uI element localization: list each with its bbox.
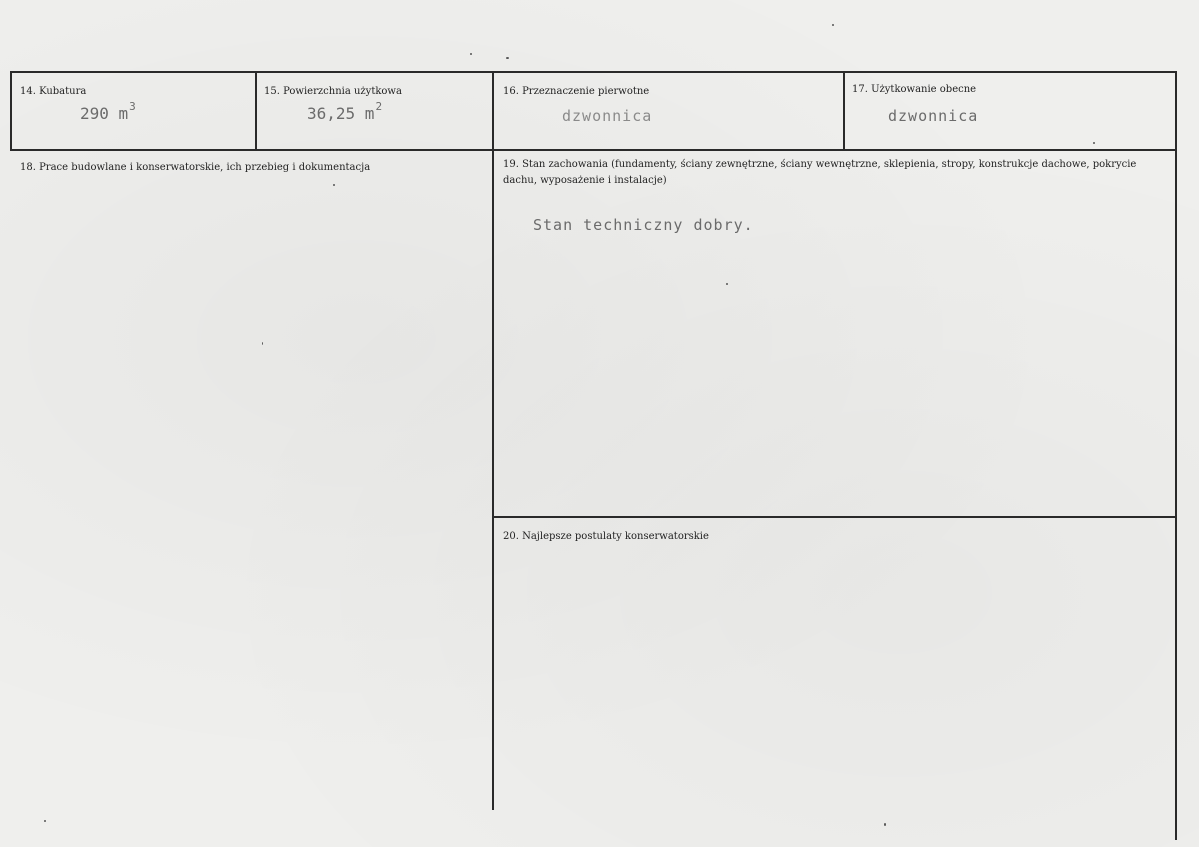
right-border (1175, 71, 1177, 840)
scan-speck (470, 53, 472, 55)
powierzchnia-value-text: 36,25 m (307, 104, 375, 123)
field-powierzchnia-value (307, 100, 383, 123)
field-stan-value: Stan techniczny dobry. (533, 216, 754, 234)
scan-speck (884, 823, 886, 826)
field-uzytkowanie-value: dzwonnica (888, 107, 979, 125)
column-divider-main (492, 71, 494, 810)
field-postulaty-label: 20. Najlepsze postulaty konserwatorskie (503, 531, 709, 542)
column-divider-16-17 (843, 71, 845, 149)
scan-speck (262, 342, 263, 345)
field-prace-label: 18. Prace budowlane i konserwatorskie, ich przebieg i dokumentacja (20, 162, 371, 173)
left-border (10, 71, 12, 149)
kubatura-value-text: 290 m (80, 104, 129, 123)
column-divider-14-15 (255, 71, 257, 149)
field-stan-label: 19. Stan zachowania (fundamenty, ściany zewnętrzne, ściany wewnętrzne, sklepienia, stropy, konstrukcje dachowe, pokrycie dachu, wyposażenie i instalacje) (503, 159, 1137, 186)
scan-speck (333, 184, 335, 186)
field-przeznaczenie-value: dzwonnica (562, 107, 653, 125)
section-divider-20 (493, 516, 1176, 518)
scan-speck (44, 820, 46, 822)
powierzchnia-unit-exponent: 2 (375, 100, 383, 113)
scan-speck (1093, 142, 1095, 144)
kubatura-unit-exponent: 3 (129, 100, 136, 113)
field-kubatura-value (80, 100, 136, 123)
field-kubatura-label: 14. Kubatura (20, 86, 87, 97)
scan-speck (506, 57, 509, 59)
scan-speck (726, 283, 728, 285)
top-rule (10, 71, 1176, 73)
field-powierzchnia-label: 15. Powierzchnia użytkowa (264, 86, 402, 97)
scan-speck (832, 24, 834, 26)
row-divider (10, 149, 1176, 151)
field-przeznaczenie-label: 16. Przeznaczenie pierwotne (503, 86, 650, 97)
field-uzytkowanie-label: 17. Użytkowanie obecne (852, 84, 977, 95)
